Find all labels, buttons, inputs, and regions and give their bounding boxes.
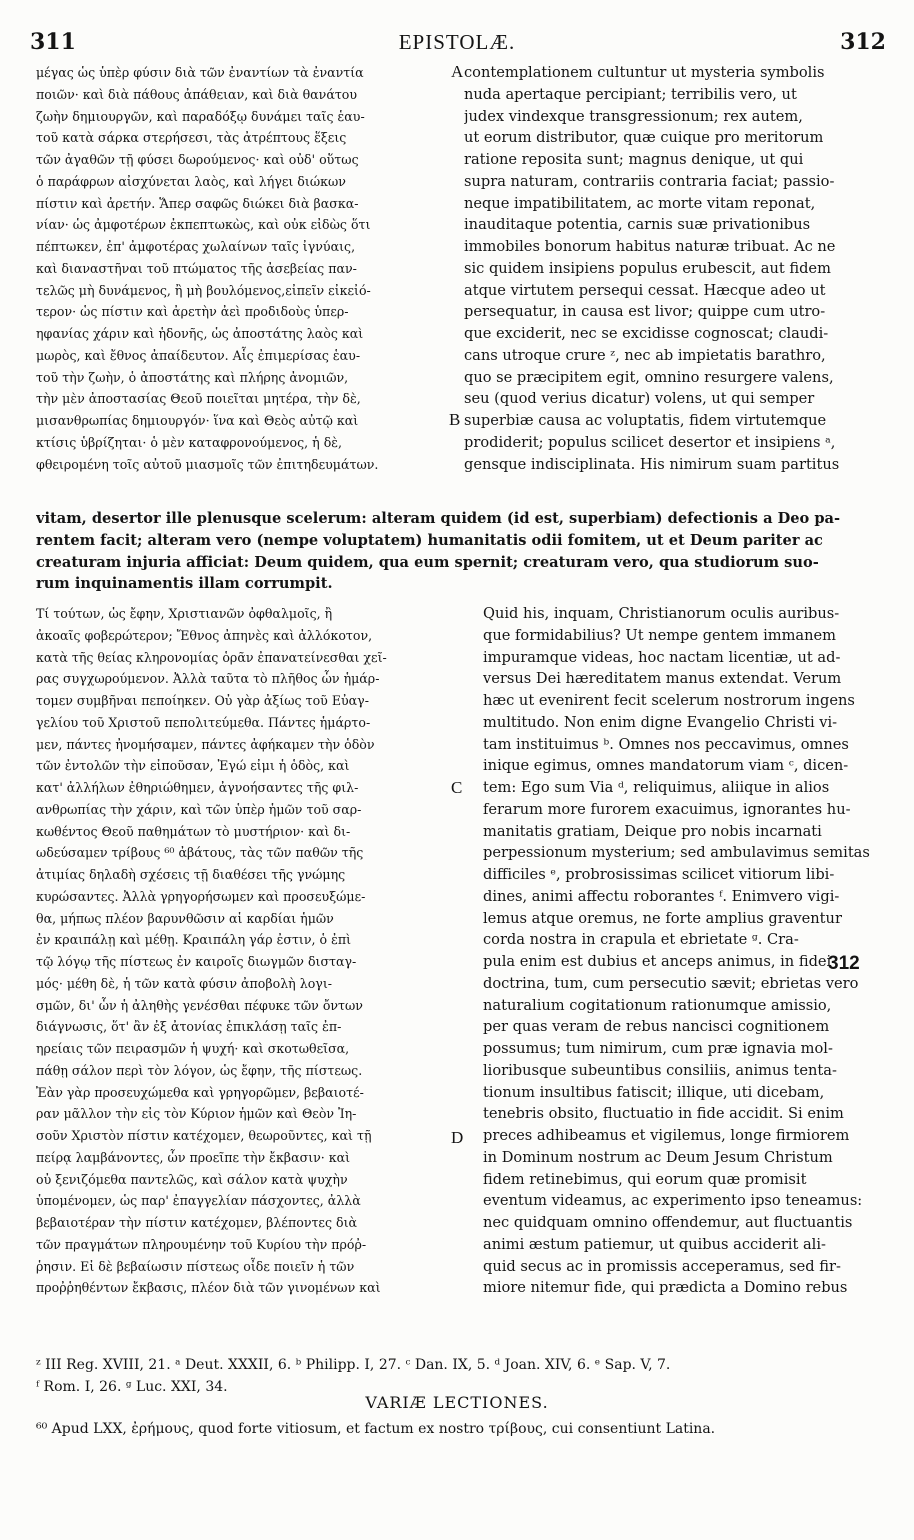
text-line: lemus atque oremus, ne forte amplius graventur: [483, 909, 842, 927]
text-line: τῶν ἐντολῶν τὴν εἰποῦσαν, Ἐγώ εἰμι ἡ ὁδὸς, καὶ: [36, 758, 350, 774]
text-line: σμῶν, δι' ὧν ἡ ἀληθὴς γενέσθαι πέφυκε τῶν ὄντων: [36, 997, 363, 1013]
text-line: ut eorum distributor, quæ cuique pro meritorum: [464, 129, 824, 147]
text-line: corda nostra in crapula et ebrietate ᵍ. Cra-: [483, 931, 799, 949]
text-line: possumus; tum nimirum, cum præ ignavia mol-: [483, 1040, 833, 1057]
text-line: manitatis gratiam, Deique pro nobis incarnati: [483, 822, 822, 840]
variant-reading-note: ⁶⁰ Apud LXX, ἐρήμους, quod forte vitiosum, et factum ex nostro τρίβους, cui consentiunt Latina.: [36, 1421, 716, 1437]
text-line: persequatur, in causa est livor; quippe cum utro-: [464, 303, 826, 321]
text-line: per quas veram de rebus nancisci cognitionem: [483, 1018, 830, 1036]
text-line: ἐν κραιπάλῃ καὶ μέθῃ. Κραιπάλη γάρ ἐστιν, ὁ ἐπὶ: [36, 932, 352, 948]
margin-letter-b: B: [449, 410, 461, 429]
text-line: inique egimus, omnes mandatorum viam ᶜ, dicen-: [483, 757, 849, 775]
text-line: ferarum more furorem exacuimus, ignorantes hu-: [483, 800, 851, 818]
text-line: dines, animi affectu roborantes ᶠ. Enimvero vigi-: [483, 887, 840, 905]
text-line: τῶν πραγμάτων πληρουμένην τοῦ Κυρίου τὴν πρόῤ-: [36, 1236, 367, 1252]
text-line: κυρώσαντες. Ἀλλὰ γρηγορήσωμεν καὶ προσευξώμε-: [36, 888, 366, 904]
text-line: fidem retinebimus, qui eorum quæ promisit: [483, 1170, 807, 1188]
text-line: neque impatibilitatem, ac morte vitam reponat,: [464, 194, 816, 212]
latin-column-top: [464, 62, 878, 475]
text-line: ρας συγχωρούμενον. Ἀλλὰ ταῦτα τὸ πλῆθος ὧν ἡμάρ-: [36, 671, 380, 687]
text-line: atque virtutem persequi cessat. Hæcque adeo ut: [464, 281, 826, 299]
text-line: μωρὸς, καὶ ἔθνος ἀπαίδευτον. Αἷς ἐπιμερίσας ἑαυ-: [36, 347, 361, 363]
text-line: hæc ut evenirent fecit scelerum nostrorum ingens: [483, 692, 855, 709]
text-line: pula enim est dubius et anceps animus, in fidei: [483, 953, 832, 970]
text-line: μός· μέθη δὲ, ἡ τῶν κατὰ φύσιν ἀποβολὴ λογι-: [36, 975, 333, 991]
text-line: multitudo. Non enim digne Evangelio Christi vi-: [483, 713, 838, 731]
variae-lectiones-note: [36, 1419, 896, 1441]
text-line: ζωὴν δημιουργῶν, καὶ παραδόξῳ δυνάμει ταῖς ἑαυ-: [36, 108, 365, 124]
text-line: que formidabilius? Ut nempe gentem immanem: [483, 626, 836, 644]
text-line: preces adhibeamus et vigilemus, longe firmiorem: [483, 1127, 850, 1144]
text-line: ἀτιμίας δηλαδὴ σχέσεις τῇ διαθέσει τῆς γνώμης: [36, 867, 346, 882]
margin-letter-c: C: [451, 778, 463, 797]
margin-letter-d: D: [451, 1128, 464, 1147]
text-line: τῶν ἀγαθῶν τῇ φύσει δωρούμενος· καὶ οὐδ' οὕτως: [36, 152, 359, 167]
text-line: judex vindexque transgressionum; rex autem,: [464, 107, 803, 125]
text-line: ratione reposita sunt; magnus denique, ut qui: [464, 151, 804, 168]
text-line: que exciderit, nec se excidisse cognoscat; claudi-: [464, 325, 829, 342]
text-line: tam instituimus ᵇ. Omnes nos peccavimus, omnes: [483, 735, 849, 753]
text-line: τοῦ τὴν ζωὴν, ὁ ἀποστάτης καὶ πλήρης ἀνομιῶν,: [36, 369, 349, 385]
text-line: quid secus ac in promissis acceperamus, sed fir-: [483, 1257, 841, 1275]
text-line: φθειρομένη τοῖς αὐτοῦ μιασμοῖς τῶν ἐπιτηδευμάτων.: [36, 456, 379, 472]
variae-lectiones-heading: VARIÆ LECTIONES.: [365, 1393, 549, 1412]
text-line: μέγας ὡς ὑπὲρ φύσιν διὰ τῶν ἐναντίων τὰ ἐναντία: [36, 65, 364, 80]
scripture-references: [36, 1354, 886, 1398]
text-line: νίαν· ὡς ἀμφοτέρων ἐκπεπτωκὼς, καὶ οὐκ εἰδὼς ὅτι: [36, 217, 371, 233]
text-line: ᶠ Rom. I, 26. ᵍ Luc. XXI, 34.: [36, 1379, 228, 1395]
text-line: καὶ διαναστῆναι τοῦ πτώματος τῆς ἀσεβείας παν-: [36, 260, 357, 276]
text-line: ὁ παράφρων αἰσχύνεται λαὸς, καὶ λήγει διώκων: [36, 173, 346, 189]
text-line: rentem facit; alteram vero (nempe voluptatem) humanitatis odii fomitem, ut et Deum pariter ac: [36, 531, 823, 549]
greek-column-bottom: [36, 603, 454, 1299]
text-line: τοῦ κατὰ σάρκα στερήσεσι, τὰς ἀτρέπτους ἕξεις: [36, 130, 347, 146]
text-line: doctrina, tum, cum persecutio sævit; ebrietas vero: [483, 974, 859, 992]
text-line: ἀκοαῖς φοβερώτερον; Ἔθνος ἀπηνὲς καὶ ἀλλόκοτον,: [36, 627, 373, 643]
text-line: quo se præcipitem egit, omnino resurgere valens,: [464, 368, 834, 386]
latin-column-bottom: [483, 603, 879, 1299]
page-number-left: 311: [30, 29, 76, 55]
text-line: πάθῃ σάλον περὶ τὸν λόγον, ὡς ἔφην, τῆς πίστεως.: [36, 1062, 363, 1078]
text-line: τῷ λόγῳ τῆς πίστεως ἐν καιροῖς διωγμῶν δισταγ-: [36, 954, 357, 969]
text-line: tem: Ego sum Via ᵈ, reliquimus, aliique in alios: [483, 779, 830, 796]
text-line: lioribusque subeuntibus consiliis, animus tenta-: [483, 1061, 837, 1079]
text-line: κτίσις ὑβρίζηται· ὁ μὲν καταφρονούμενος, ἡ δὲ,: [36, 434, 343, 450]
text-line: ραν μᾶλλον τὴν εἰς τὸν Κύριον ἡμῶν καὶ Θεὸν Ἰη-: [36, 1106, 357, 1122]
text-line: vitam, desertor ille plenusque scelerum: alteram quidem (id est, superbiam) defectionis a Deo pa-: [36, 510, 841, 527]
text-line: immobiles bonorum habitus naturæ tribuat. Ac ne: [464, 238, 836, 255]
text-line: nec quidquam omnino offendemur, aut fluctuantis: [483, 1214, 853, 1231]
text-line: ὑπομένομεν, ὡς παρ' ἐπαγγελίαν πάσχοντες, ἀλλὰ: [36, 1193, 361, 1209]
text-line: naturalium cogitationum rationumque amissio,: [483, 996, 832, 1014]
text-line: θα, μήπως πλέον βαρυνθῶσιν αἱ καρδίαι ἡμῶν: [36, 910, 334, 926]
running-title: EPISTOLÆ.: [398, 30, 516, 54]
text-line: Τί τούτων, ὡς ἔφην, Χριστιανῶν ὀφθαλμοῖς, ἢ: [36, 606, 333, 621]
text-line: inauditaque potentia, carnis suæ privationibus: [464, 216, 811, 234]
text-line: in Dominum nostrum ac Deum Jesum Christum: [483, 1148, 833, 1166]
text-line: ᶻ III Reg. XVIII, 21. ᵃ Deut. XXXII, 6. ᵇ Philipp. I, 27. ᶜ Dan. IX, 5. ᵈ Joan. XIV, 6. ᵉ Sap. V, 7.: [36, 1357, 671, 1373]
text-line: διάγνωσις, ὅτ' ἂν ἐξ ἀτονίας ἐπικλάσῃ ταῖς ἐπ-: [36, 1019, 342, 1035]
text-line: προῤῥηθέντων ἔκβασις, πλέον διὰ τῶν γινομένων καὶ: [36, 1280, 381, 1296]
text-line: γελίου τοῦ Χριστοῦ πεπολιτεύμεθα. Πάντες ἡμάρτο-: [36, 714, 371, 730]
text-line: prodiderit; populus scilicet desertor et insipiens ᵃ,: [464, 433, 836, 451]
text-line: difficiles ᵉ, probrosissimas scilicet vitiorum libi-: [483, 866, 835, 883]
column-number-marker: 312: [828, 953, 860, 974]
margin-letter-a: A: [451, 62, 464, 81]
text-line: πίστιν καὶ ἀρετήν. Ἅπερ σαφῶς διώκει διὰ βασκα-: [36, 195, 359, 211]
text-line: gensque indisciplinata. His nimirum suam partitus: [464, 455, 840, 473]
text-line: nuda apertaque percipiant; terribilis vero, ut: [464, 85, 797, 103]
text-line: οὐ ξενιζόμεθα παντελῶς, καὶ σάλον κατὰ ψυχὴν: [36, 1171, 348, 1187]
text-line: ωδεύσαμεν τρίβους ⁶⁰ ἀβάτους, τὰς τῶν παθῶν τῆς: [36, 845, 364, 861]
text-line: τελῶς μὴ δυνάμενος, ἢ μὴ βουλόμενος,εἰπεῖν εἰκεἰό-: [36, 282, 371, 298]
text-line: βεβαιοτέραν τὴν πίστιν κατέχομεν, βλέποντες διὰ: [36, 1215, 358, 1230]
text-line: ηρείαις τῶν πειρασμῶν ἡ ψυχή· καὶ σκοτωθεῖσα,: [36, 1041, 350, 1056]
text-line: Ἐὰν γὰρ προσευχώμεθα καὶ γρηγορῶμεν, βεβαιοτέ-: [36, 1084, 364, 1100]
text-line: σοῦν Χριστὸν πίστιν κατέχομεν, θεωροῦντες, καὶ τῇ: [36, 1128, 372, 1143]
text-line: ανθρωπίας τὴν χάριν, καὶ τῶν ὑπὲρ ἡμῶν τοῦ σαρ-: [36, 801, 362, 817]
text-line: τὴν μὲν ἀποστασίας Θεοῦ ποιεῖται μητέρα, τὴν δὲ,: [36, 391, 361, 407]
text-line: κατὰ τῆς θείας κληρονομίας ὁρᾶν ἐπανατείνεσθαι χεῖ-: [36, 649, 387, 665]
text-line: τερον· ὡς πίστιν καὶ ἀρετὴν ἀεὶ προδιδοὺς ὑπερ-: [36, 304, 349, 320]
latin-full-width-paragraph: [36, 508, 878, 595]
text-line: μισανθρωπίας δημιουργόν· ἵνα καὶ Θεὸς αὐτῷ καὶ: [36, 413, 359, 428]
text-line: miore nitemur fide, qui prædicta a Domino rebus: [483, 1279, 848, 1297]
text-line: tenebris obsito, fluctuatio in fide accidit. Si enim: [483, 1105, 844, 1123]
text-line: ηφανίας χάριν καὶ ἡδονῆς, ὡς ἀποστάτης λαὸς καὶ: [36, 326, 364, 341]
text-line: μεν, πάντες ἠνομήσαμεν, πάντες ἀφήκαμεν τὴν ὁδὸν: [36, 736, 375, 752]
text-line: ποιῶν· καὶ διὰ πάθους ἀπάθειαν, καὶ διὰ θανάτου: [36, 86, 358, 102]
greek-column-top: [36, 62, 454, 475]
text-line: seu (quod verius dicatur) volens, ut qui semper: [464, 390, 815, 408]
text-line: contemplationem cultuntur ut mysteria symbolis: [464, 64, 825, 81]
text-line: τομεν συμβῆναι πεποίηκεν. Οὐ γὰρ ἀξίως τοῦ Εὐαγ-: [36, 693, 369, 708]
text-line: eventum videamus, ac experimento ipso teneamus:: [483, 1192, 863, 1210]
text-line: rum inquinamentis illam corrumpit.: [36, 575, 333, 593]
text-line: superbiæ causa ac voluptatis, fidem virtutemque: [464, 412, 827, 429]
text-line: versus Dei hæreditatem manus extendat. Verum: [483, 670, 842, 688]
text-line: cans utroque crure ᶻ, nec ab impietatis barathro,: [464, 346, 826, 364]
text-line: animi æstum patiemur, ut quibus acciderit ali-: [483, 1235, 826, 1253]
text-line: supra naturam, contrariis contraria faciat; passio-: [464, 172, 835, 190]
text-line: κωθέντος Θεοῦ παθημάτων τὸ μυστήριον· καὶ δι-: [36, 823, 351, 839]
text-line: perpessionum mysterium; sed ambulavimus semitas: [483, 844, 870, 862]
text-line: impuramque videas, hoc nactam licentiæ, ut ad-: [483, 648, 841, 666]
text-line: tionum insultibus fatiscit; illique, uti dicebam,: [483, 1083, 825, 1101]
text-line: ῥησιν. Εἰ δὲ βεβαίωσιν πίστεως οἶδε ποιεῖν ἡ τῶν: [36, 1258, 355, 1274]
text-line: creaturam injuria afficiat: Deum quidem, qua eum spernit; creaturam vero, qua studiorum suo-: [36, 553, 819, 571]
text-line: πέπτωκεν, ἐπ' ἀμφοτέρας χωλαίνων ταῖς ἰγνύαις,: [36, 239, 356, 254]
text-line: Quid his, inquam, Christianorum oculis auribus-: [483, 605, 840, 622]
text-line: sic quidem insipiens populus erubescit, aut fidem: [464, 259, 831, 277]
text-line: κατ' ἀλλήλων ἐθηριώθημεν, ἀγνοήσαντες τῆς φιλ-: [36, 780, 359, 795]
page-number-right: 312: [840, 29, 886, 55]
text-line: πείρᾳ λαμβάνοντες, ὧν προεῖπε τὴν ἔκβασιν· καὶ: [36, 1149, 351, 1165]
